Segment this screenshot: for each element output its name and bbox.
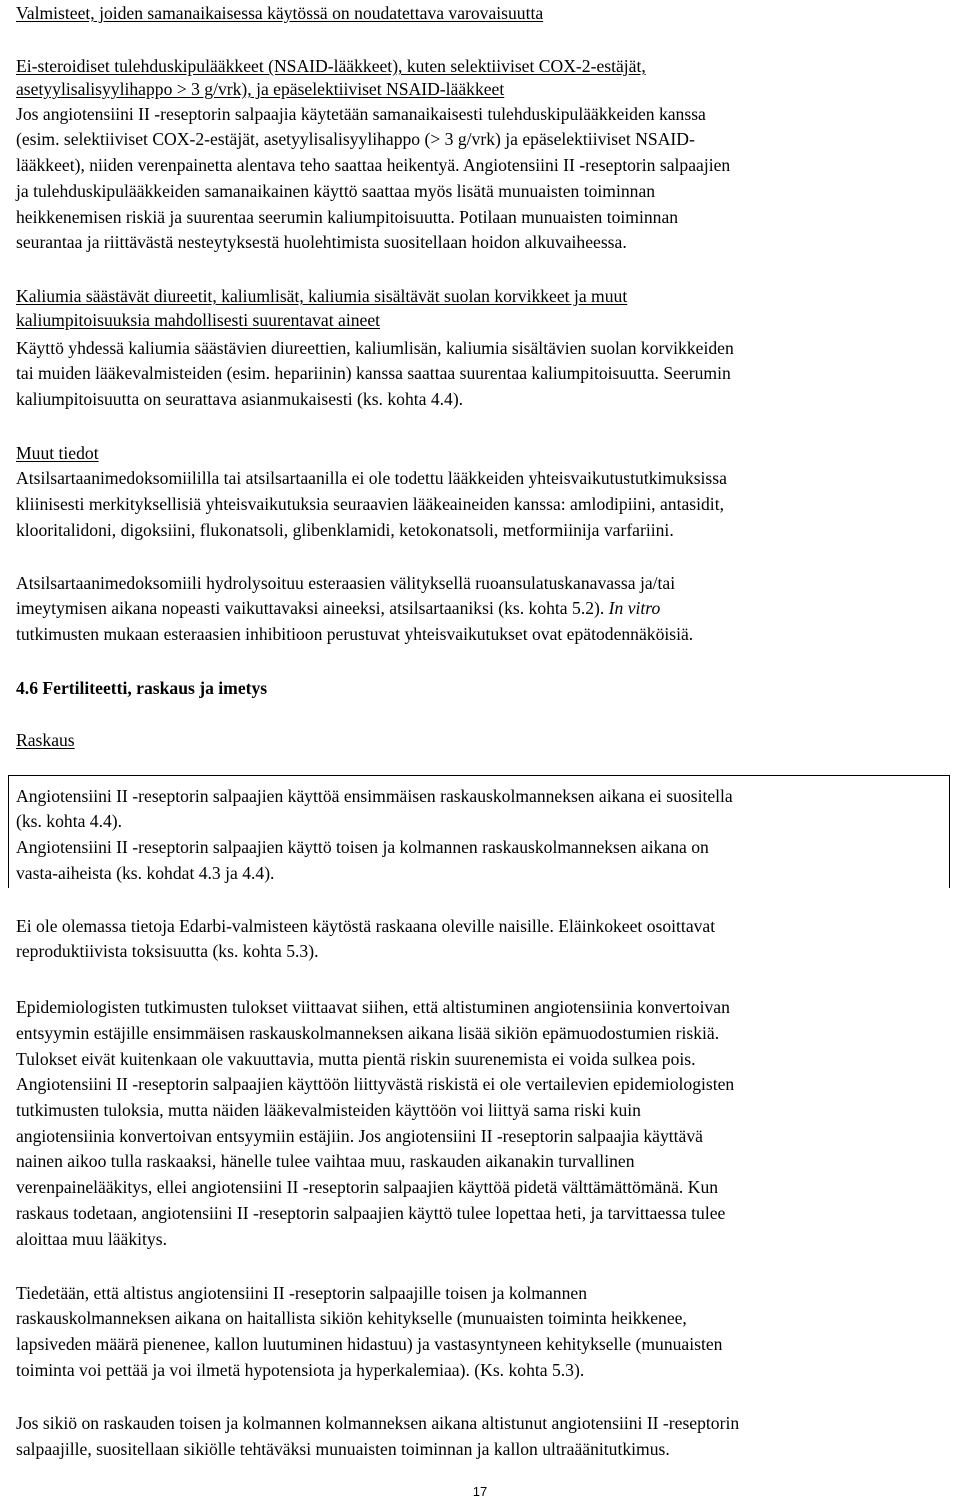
text-line: Angiotensiini II -reseptorin salpaajien käyttöön liittyvästä riskistä ei ole vertailevien epidemiologisten	[16, 1074, 735, 1094]
section-heading: Muut tiedot	[16, 443, 99, 463]
text-line: angiotensiinia konvertoivan entsyymiin estäjiin. Jos angiotensiini II -reseptorin salpaajia käyttävä	[16, 1126, 703, 1146]
text-line: Käyttö yhdessä kaliumia säästävien diureettien, kaliumlisän, kaliumia sisältävien suolan korvikkeiden	[16, 338, 734, 358]
text-line: entsyymin estäjille ensimmäisen raskauskolmanneksen aikana lisää sikiön epämuodostumien riskiä.	[16, 1023, 720, 1043]
text-line: tutkimusten mukaan esteraasien inhibitioon perustuvat yhteisvaikutukset ovat epätodennäköisiä.	[16, 624, 694, 644]
text-line: klooritalidoni, digoksiini, flukonatsoli, glibenklamidi, ketokonatsoli, metformiinija varfariini.	[16, 520, 674, 540]
section-heading: Raskaus	[16, 730, 75, 750]
text-line: Tiedetään, että altistus angiotensiini II -reseptorin salpaajille toisen ja kolmannen	[16, 1283, 587, 1303]
text-line: aloittaa muu lääkitys.	[16, 1229, 167, 1249]
text-line: Ei ole olemassa tietoja Edarbi-valmisteen käytöstä raskaana oleville naisille. Eläinkokeet osoittavat	[16, 916, 716, 936]
text-line: (ks. kohta 4.4).	[16, 811, 123, 831]
text-line: Angiotensiini II -reseptorin salpaajien käyttöä ensimmäisen raskauskolmanneksen aikana ei suositella	[16, 786, 733, 806]
text-line: verenpainelääkitys, ellei angiotensiini II -reseptorin salpaajien käyttöä pidetä välttämättömänä. Kun	[16, 1177, 719, 1197]
text-line: Jos angiotensiini II -reseptorin salpaajia käytetään samanaikaisesti tulehduskipulääkkeiden kanssa	[16, 104, 706, 124]
text-line: heikkenemisen riskiä ja suurentaa seerumin kaliumpitoisuutta. Potilaan munuaisten toiminnan	[16, 207, 679, 227]
section-heading: asetyylisalisyylihappo > 3 g/vrk), ja epäselektiiviset NSAID-lääkkeet	[16, 79, 505, 99]
text-line: tai muiden lääkevalmisteiden (esim. hepariinin) kanssa saattaa suurentaa kaliumpitoisuutta. Seerumin	[16, 363, 731, 383]
text-line: Jos sikiö on raskauden toisen ja kolmannen kolmanneksen aikana altistunut angiotensiini II -reseptorin	[16, 1413, 740, 1433]
text-line: salpaajille, suositellaan sikiölle tehtäväksi munuaisten toiminnan ja kallon ultraäänitutkimus.	[16, 1439, 670, 1459]
text-line: ja tulehduskipulääkkeiden samanaikainen käyttö saattaa myös lisätä munuaisten toiminnan	[16, 181, 656, 201]
text-line: lapsiveden määrä pienenee, kallon luutuminen hidastuu) ja vastasyntyneen kehitykselle (munuaisten	[16, 1334, 723, 1354]
text-line: toiminta voi pettää ja voi ilmetä hypotensiota ja hyperkalemiaa). (Ks. kohta 5.3).	[16, 1360, 585, 1380]
chapter-heading: 4.6 Fertiliteetti, raskaus ja imetys	[16, 678, 268, 698]
page-number: 17	[472, 1484, 488, 1499]
pregnancy-warning-box	[8, 775, 950, 888]
text-line: nainen aikoo tulla raskaaksi, hänelle tulee vaihtaa muu, raskauden aikanakin turvallinen	[16, 1151, 635, 1171]
text-line: (esim. selektiiviset COX-2-estäjät, asetyylisalisyylihappo (> 3 g/vrk) ja epäselektiiviset NSAID-	[16, 129, 695, 149]
section-heading: Kaliumia säästävät diureetit, kaliumlisät, kaliumia sisältävät suolan korvikkeet ja muut	[16, 286, 628, 306]
text-line: vasta-aiheista (ks. kohdat 4.3 ja 4.4).	[16, 863, 275, 883]
text-line: Atsilsartaanimedoksomiili hydrolysoituu esteraasien välityksellä ruoansulatuskanavassa ja/tai	[16, 573, 676, 593]
text-line: Tulokset eivät kuitenkaan ole vakuuttavia, mutta pientä riskin suurenemista ei voida sulkea pois.	[16, 1049, 696, 1069]
text-line: lääkkeet), niiden verenpainetta alentava teho saattaa heikentyä. Angiotensiini II -reseptorin salpaajien	[16, 155, 731, 175]
text-line: Angiotensiini II -reseptorin salpaajien käyttö toisen ja kolmannen raskauskolmanneksen aikana on	[16, 837, 709, 857]
text-line: Atsilsartaanimedoksomiililla tai atsilsartaanilla ei ole todettu lääkkeiden yhteisvaikutustutkimuksissa	[16, 468, 727, 488]
section-heading: Valmisteet, joiden samanaikaisessa käytössä on noudatettava varovaisuutta	[16, 3, 544, 23]
text-line: kliinisesti merkityksellisiä yhteisvaikutuksia seuraavien lääkeaineiden kanssa: amlodipiini, antasidit,	[16, 494, 724, 514]
text-line: kaliumpitoisuutta on seurattava asianmukaisesti (ks. kohta 4.4).	[16, 389, 464, 409]
text-line: seurantaa ja riittävästä nesteytyksestä huolehtimista suositellaan hoidon alkuvaiheessa.	[16, 232, 627, 252]
section-heading: Ei-steroidiset tulehduskipulääkkeet (NSAID-lääkkeet), kuten selektiiviset COX-2-estäjät,	[16, 56, 646, 76]
section-heading: kaliumpitoisuuksia mahdollisesti suurentavat aineet	[16, 310, 381, 330]
text-line: tutkimusten tuloksia, mutta näiden lääkevalmisteiden käyttöön voi liittyä sama riski kuin	[16, 1100, 641, 1120]
text-line: raskaus todetaan, angiotensiini II -reseptorin salpaajien käyttö tulee lopettaa heti, ja tarvittaessa tulee	[16, 1203, 726, 1223]
italic-term: In vitro	[604, 598, 661, 618]
text-line: reproduktiivista toksisuutta (ks. kohta 5.3).	[16, 941, 319, 961]
text-line: raskauskolmanneksen aikana on haitallista sikiön kehitykselle (munuaisten toiminta heikkenee,	[16, 1308, 687, 1328]
text-line: Epidemiologisten tutkimusten tulokset viittaavat siihen, että altistuminen angiotensiinia konvertoivan	[16, 997, 730, 1017]
text-line: imeytymisen aikana nopeasti vaikuttavaksi aineeksi, atsilsartaaniksi (ks. kohta 5.2). In vitro	[16, 598, 661, 618]
